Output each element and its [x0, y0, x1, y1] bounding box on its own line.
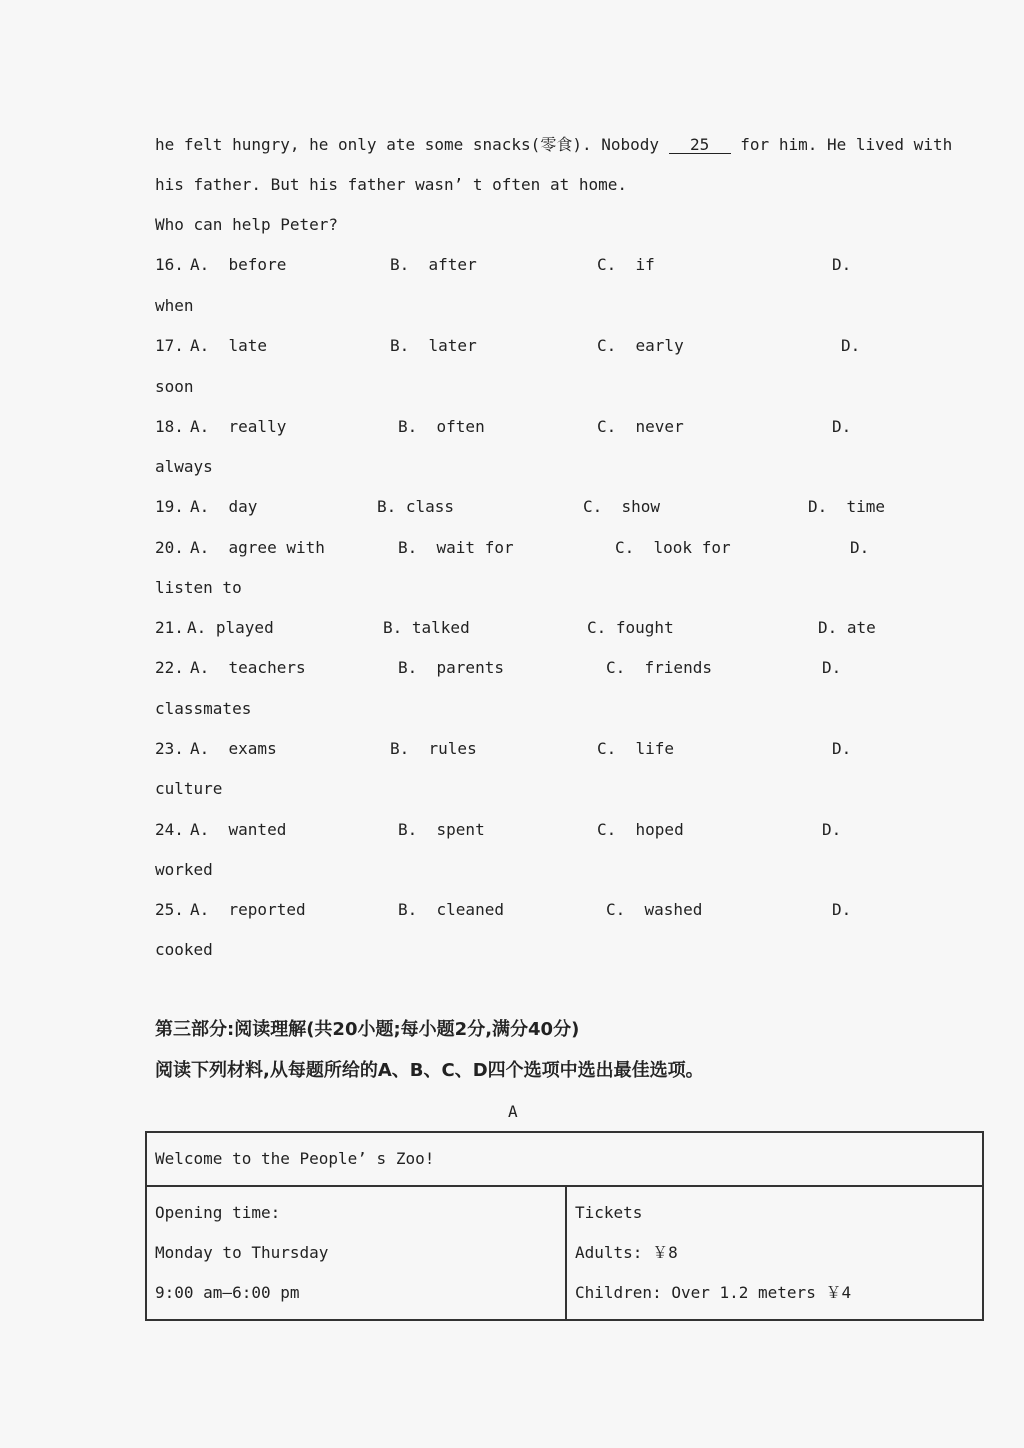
- option-d: D.: [832, 417, 852, 436]
- question-number: 23.: [155, 739, 184, 758]
- question-number: 17.: [155, 336, 184, 355]
- option-d: D.: [850, 538, 870, 557]
- option-b: B. often: [398, 417, 485, 436]
- question-number: 18.: [155, 417, 184, 436]
- option-d: D.: [841, 336, 861, 355]
- option-c: C. early: [597, 336, 684, 355]
- passage-line-3: Who can help Peter?: [155, 215, 339, 234]
- option-d: D.: [822, 820, 842, 839]
- option-d-text: soon: [155, 377, 194, 396]
- option-a: A. reported: [190, 900, 306, 919]
- option-c: C. show: [583, 497, 661, 516]
- option-a: A. exams: [190, 739, 277, 758]
- option-d: D. ate: [818, 618, 876, 637]
- option-a: A. wanted: [190, 820, 287, 839]
- option-b: B. rules: [390, 739, 477, 758]
- option-c: C. never: [597, 417, 684, 436]
- option-d-text: cooked: [155, 940, 213, 959]
- opening-hours: 9:00 am—6:00 pm: [155, 1283, 300, 1302]
- option-b: B. parents: [398, 658, 504, 677]
- question-number: 21.: [155, 618, 184, 637]
- opening-time-cell: [146, 1186, 566, 1320]
- tickets-label: Tickets: [575, 1203, 643, 1222]
- child-ticket-price: Children: Over 1.2 meters ￥4: [575, 1283, 852, 1302]
- option-b: B. spent: [398, 820, 485, 839]
- question-number: 20.: [155, 538, 184, 557]
- option-a: A. day: [190, 497, 258, 516]
- option-d-text: worked: [155, 860, 213, 879]
- option-d-text: culture: [155, 779, 223, 798]
- question-number: 24.: [155, 820, 184, 839]
- option-b: B. talked: [383, 618, 470, 637]
- option-c: C. if: [597, 255, 655, 274]
- option-d-text: when: [155, 296, 194, 315]
- option-a: A. played: [187, 618, 274, 637]
- opening-time-label: Opening time:: [155, 1203, 281, 1222]
- option-a: A. late: [190, 336, 268, 355]
- passage-text: he felt hungry, he only ate some snacks(零食). Nobody: [155, 135, 669, 154]
- option-c: C. fought: [587, 618, 674, 637]
- option-b: B. later: [390, 336, 477, 355]
- option-a: A. really: [190, 417, 287, 436]
- zoo-table-title-cell: [146, 1132, 983, 1186]
- option-d-text: always: [155, 457, 213, 476]
- option-d-text: classmates: [155, 699, 252, 718]
- passage-label: A: [508, 1102, 518, 1121]
- opening-days: Monday to Thursday: [155, 1243, 329, 1262]
- question-number: 16.: [155, 255, 184, 274]
- section-instruction: 阅读下列材料,从每题所给的A、B、C、D四个选项中选出最佳选项。: [155, 1060, 704, 1081]
- option-b: B. wait for: [398, 538, 514, 557]
- option-b: B. after: [390, 255, 477, 274]
- option-b: B. class: [377, 497, 455, 516]
- answer-blank-25: 25: [669, 137, 731, 154]
- question-number: 22.: [155, 658, 184, 677]
- tickets-cell: [566, 1186, 983, 1320]
- zoo-info-table: [145, 1131, 984, 1321]
- passage-text: for him. He lived with: [730, 135, 953, 154]
- adult-ticket-price: Adults: ￥8: [575, 1243, 678, 1262]
- zoo-table-title: Welcome to the People’ s Zoo!: [155, 1149, 435, 1168]
- option-d: D.: [832, 739, 852, 758]
- option-d-text: listen to: [155, 578, 242, 597]
- option-c: C. hoped: [597, 820, 684, 839]
- passage-line-1: [155, 135, 952, 155]
- question-number: 25.: [155, 900, 184, 919]
- option-a: A. before: [190, 255, 287, 274]
- option-d: D.: [822, 658, 842, 677]
- option-d: D.: [832, 900, 852, 919]
- option-c: C. friends: [606, 658, 712, 677]
- option-b: B. cleaned: [398, 900, 504, 919]
- option-a: A. agree with: [190, 538, 325, 557]
- option-d: D. time: [808, 497, 886, 516]
- option-c: C. washed: [606, 900, 703, 919]
- option-a: A. teachers: [190, 658, 306, 677]
- option-c: C. look for: [615, 538, 731, 557]
- option-d: D.: [832, 255, 852, 274]
- option-c: C. life: [597, 739, 675, 758]
- section-title: 第三部分:阅读理解(共20小题;每小题2分,满分40分): [155, 1019, 580, 1040]
- question-number: 19.: [155, 497, 184, 516]
- passage-line-2: his father. But his father wasn’ t often at home.: [155, 175, 628, 194]
